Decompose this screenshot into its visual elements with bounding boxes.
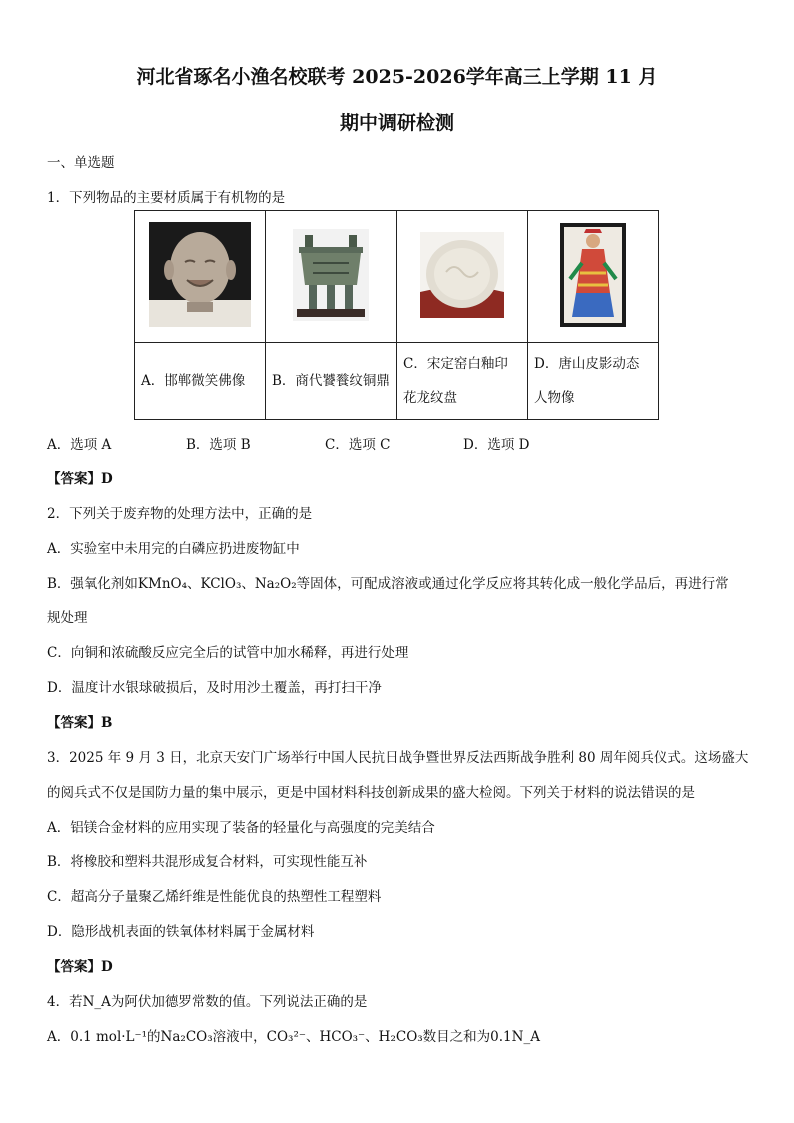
q1-stem: 1．下列物品的主要材质属于有机物的是 [47,190,286,206]
cell-image-d [528,211,659,343]
q2-option-c: C．向铜和浓硫酸反应完全后的试管中加水稀释，再进行处理 [47,645,409,661]
q3-option-b: B．将橡胶和塑料共混形成复合材料，可实现性能互补 [47,854,368,870]
q1-answer: 【答案】D [47,471,113,487]
q3-option-c: C．超高分子量聚乙烯纤维是性能优良的热塑性工程塑料 [47,889,382,905]
cell-image-a [135,211,266,343]
q4-option-a: A．0.1 mol·L⁻¹的Na₂CO₃溶液中，CO₃²⁻、HCO₃⁻、H₂CO₃数目之和为0.1N_A [47,1029,540,1045]
label-d: D．唐山皮影动态人物像 [528,343,659,420]
q3-stem-line1: 3．2025 年 9 月 3 日，北京天安门广场举行中国人民抗日战争暨世界反法西斯战争胜利 80 周年阅兵仪式。这场盛大 [47,750,749,766]
q2-option-d: D．温度计水银球破损后，及时用沙土覆盖，再打扫干净 [47,680,382,696]
q3-answer: 【答案】D [47,959,113,975]
q1-choice-a[interactable]: A．选项 A [47,437,112,453]
cell-image-c [397,211,528,343]
label-b: B．商代饕餮纹铜鼎 [266,343,397,420]
q3-option-d: D．隐形战机表面的铁氧体材料属于金属材料 [47,924,315,940]
q2-option-a: A．实验室中未用完的白磷应扔进废物缸中 [47,541,300,557]
section-heading: 一、单选题 [47,155,115,171]
q1-choice-b[interactable]: B．选项 B [186,437,251,453]
q3-option-a: A．铝镁合金材料的应用实现了装备的轻量化与高强度的完美结合 [47,820,435,836]
label-c: C．宋定窑白釉印花龙纹盘 [397,343,528,420]
white-porcelain-plate-image [420,232,504,318]
q4-stem: 4．若N_A为阿伏加德罗常数的值。下列说法正确的是 [47,994,368,1010]
title-line-2: 期中调研检测 [339,112,454,134]
q2-stem: 2．下列关于废弃物的处理方法中，正确的是 [47,506,313,522]
cell-image-b [266,211,397,343]
q1-options-table [134,210,659,420]
buddha-head-image [149,222,251,327]
q3-stem-line2: 的阅兵式不仅是国防力量的集中展示，更是中国材料科技创新成果的盛大检阅。下列关于材料的说法错误的是 [47,785,695,801]
label-a: A．邯郸微笑佛像 [135,343,266,420]
q1-choice-c[interactable]: C．选项 C [325,437,391,453]
q2-option-b-line2: 规处理 [47,610,88,626]
q1-choice-d[interactable]: D．选项 D [463,437,530,453]
q2-option-b-line1: B．强氧化剂如KMnO₄、KClO₃、Na₂O₂等固体，可配成溶液或通过化学反应将其转化成一般化学品后，再进行常 [47,576,729,592]
q2-answer: 【答案】B [47,715,113,731]
shadow-puppet-image [560,223,626,327]
bronze-ding-image [293,229,369,321]
title-line-1: 河北省琢名小渔名校联考 2025-2026学年高三上学期 11 月 [136,66,658,88]
